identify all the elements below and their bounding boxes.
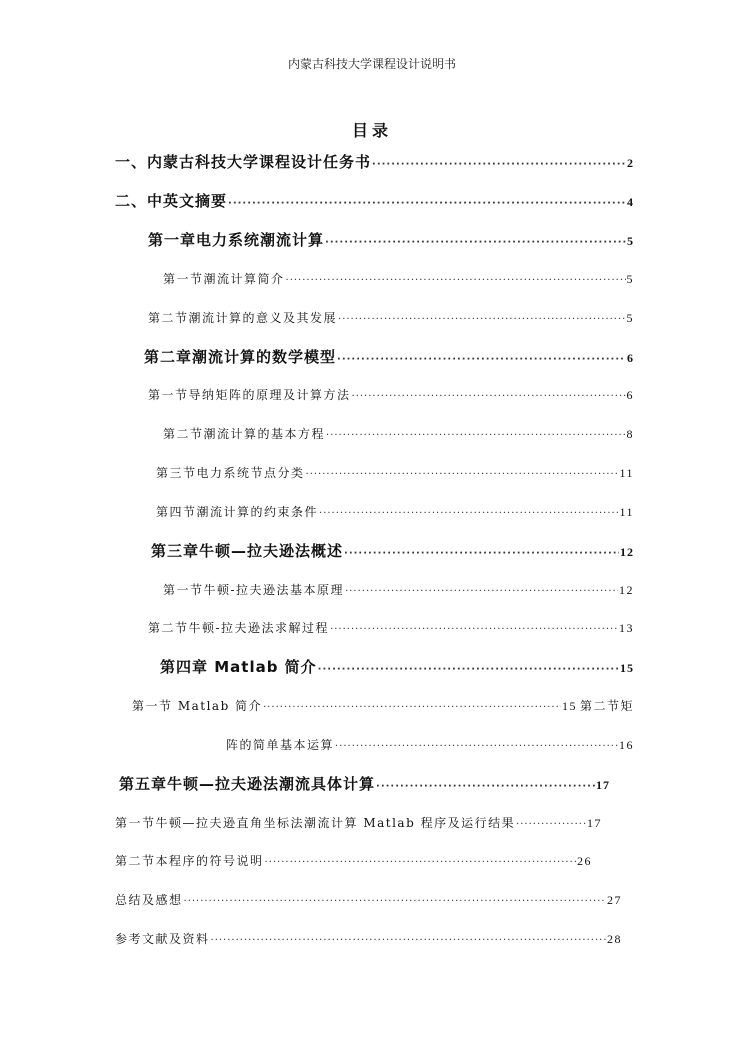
dot-leader bbox=[338, 310, 625, 330]
toc-entry-text: 第二节牛顿-拉夫逊法求解过程 bbox=[148, 621, 330, 635]
toc-entry-text: 第三节电力系统节点分类 bbox=[156, 466, 305, 480]
toc-entry-text: 一、内蒙古科技大学课程设计任务书 bbox=[115, 153, 372, 171]
toc-entry[interactable] bbox=[148, 230, 634, 250]
toc-entry[interactable] bbox=[115, 851, 592, 871]
dot-leader bbox=[345, 582, 618, 602]
dot-leader bbox=[344, 544, 619, 564]
dot-leader bbox=[211, 931, 606, 951]
dot-leader bbox=[372, 155, 626, 175]
toc-entry[interactable] bbox=[160, 657, 634, 677]
dot-leader bbox=[376, 777, 595, 797]
toc-entry-text: 第四节潮流计算的约束条件 bbox=[156, 505, 319, 519]
toc-entry[interactable] bbox=[148, 618, 634, 638]
toc-entry-page: 26 bbox=[577, 854, 592, 868]
toc-entry-page: 12 bbox=[620, 545, 634, 559]
toc-entry[interactable] bbox=[156, 502, 634, 522]
toc-entry[interactable] bbox=[226, 735, 634, 755]
toc-entry-page: 8 bbox=[626, 427, 634, 441]
toc-entry-page: 17 bbox=[596, 778, 610, 792]
running-header: 内蒙古科技大学课程设计说明书 bbox=[287, 57, 456, 71]
toc-entry-text: 第一节牛顿—拉夫逊直角坐标法潮流计算 Matlab 程序及运行结果 bbox=[115, 816, 516, 830]
toc-title: 目录 bbox=[351, 121, 392, 140]
toc-entry-page: 2 bbox=[627, 156, 634, 170]
toc-entry[interactable] bbox=[156, 463, 634, 483]
toc-entry-text: 第一节导纳矩阵的原理及计算方法 bbox=[148, 388, 351, 402]
toc-entry-page: 16 bbox=[619, 738, 634, 752]
toc-entry-text: 阵的简单基本运算 bbox=[226, 738, 335, 752]
toc-entry-page: 11 bbox=[619, 505, 634, 519]
toc-entry[interactable] bbox=[115, 813, 602, 833]
toc-entry-page: 27 bbox=[607, 893, 622, 907]
toc-entry[interactable] bbox=[115, 152, 634, 172]
toc-entry[interactable] bbox=[132, 696, 634, 716]
dot-leader bbox=[326, 426, 625, 446]
dot-leader bbox=[306, 465, 619, 485]
dot-leader bbox=[318, 660, 619, 680]
toc-entry-text: 总结及感想 bbox=[115, 893, 183, 907]
toc-entry-text: 参考文献及资料 bbox=[115, 932, 210, 946]
toc-entry-text: 第一节 Matlab 简介 bbox=[132, 699, 263, 713]
toc-entry-text: 第三章牛顿—拉夫逊法概述 bbox=[151, 542, 344, 560]
toc-entry-page: 11 bbox=[619, 466, 634, 480]
dot-leader bbox=[330, 620, 618, 640]
toc-entry-text: 第一节牛顿-拉夫逊法基本原理 bbox=[163, 583, 345, 597]
dot-leader bbox=[352, 387, 626, 407]
toc-entry[interactable] bbox=[151, 541, 634, 561]
toc-entry-text: 第一章电力系统潮流计算 bbox=[148, 231, 325, 249]
toc-entry-page: 5 bbox=[627, 234, 634, 248]
toc-entry[interactable] bbox=[115, 191, 634, 211]
dot-leader bbox=[228, 194, 626, 214]
toc-entry-trailing-text: 第二节矩 bbox=[579, 699, 634, 713]
toc-entry[interactable] bbox=[163, 269, 634, 289]
toc-entry-page: 15 bbox=[561, 699, 577, 713]
toc-entry-text: 第二节潮流计算的意义及其发展 bbox=[148, 311, 338, 325]
dot-leader bbox=[265, 853, 576, 873]
toc-entry-text: 第五章牛顿—拉夫逊法潮流具体计算 bbox=[119, 775, 376, 793]
toc-entry[interactable] bbox=[144, 347, 634, 367]
toc-entry-text: 第二章潮流计算的数学模型 bbox=[144, 348, 337, 366]
toc-entry-page: 5 bbox=[626, 272, 634, 286]
toc-entry-page: 28 bbox=[607, 932, 622, 946]
toc-entry[interactable] bbox=[115, 929, 622, 949]
toc-entry-text: 第一节潮流计算简介 bbox=[163, 272, 285, 286]
toc-entry-page: 6 bbox=[626, 388, 634, 402]
toc-entry-text: 第二节潮流计算的基本方程 bbox=[163, 427, 326, 441]
toc-entry-page: 15 bbox=[620, 661, 634, 675]
dot-leader bbox=[319, 504, 618, 524]
toc-entry[interactable] bbox=[119, 774, 610, 794]
dot-leader bbox=[335, 737, 618, 757]
dot-leader bbox=[516, 815, 586, 835]
dot-leader bbox=[184, 892, 606, 912]
toc-entry[interactable] bbox=[148, 385, 634, 405]
toc-entry[interactable] bbox=[163, 424, 634, 444]
toc-entry-page: 13 bbox=[619, 621, 634, 635]
toc-entry-page: 5 bbox=[626, 311, 634, 325]
toc-entry-text: 第二节本程序的符号说明 bbox=[115, 854, 264, 868]
dot-leader bbox=[337, 350, 626, 370]
toc-entry-page: 4 bbox=[627, 195, 634, 209]
toc-entry-page: 12 bbox=[619, 583, 634, 597]
toc-entry[interactable] bbox=[163, 580, 634, 600]
dot-leader bbox=[325, 233, 626, 253]
toc-entry-page: 6 bbox=[627, 351, 634, 365]
toc-entry-text: 第四章 Matlab 简介 bbox=[160, 658, 317, 676]
dot-leader bbox=[263, 698, 561, 718]
toc-entry[interactable] bbox=[115, 890, 622, 910]
toc-entry[interactable] bbox=[148, 308, 634, 328]
toc-entry-page: 17 bbox=[587, 816, 602, 830]
toc-entry-text: 二、中英文摘要 bbox=[115, 192, 228, 210]
dot-leader bbox=[286, 271, 626, 291]
